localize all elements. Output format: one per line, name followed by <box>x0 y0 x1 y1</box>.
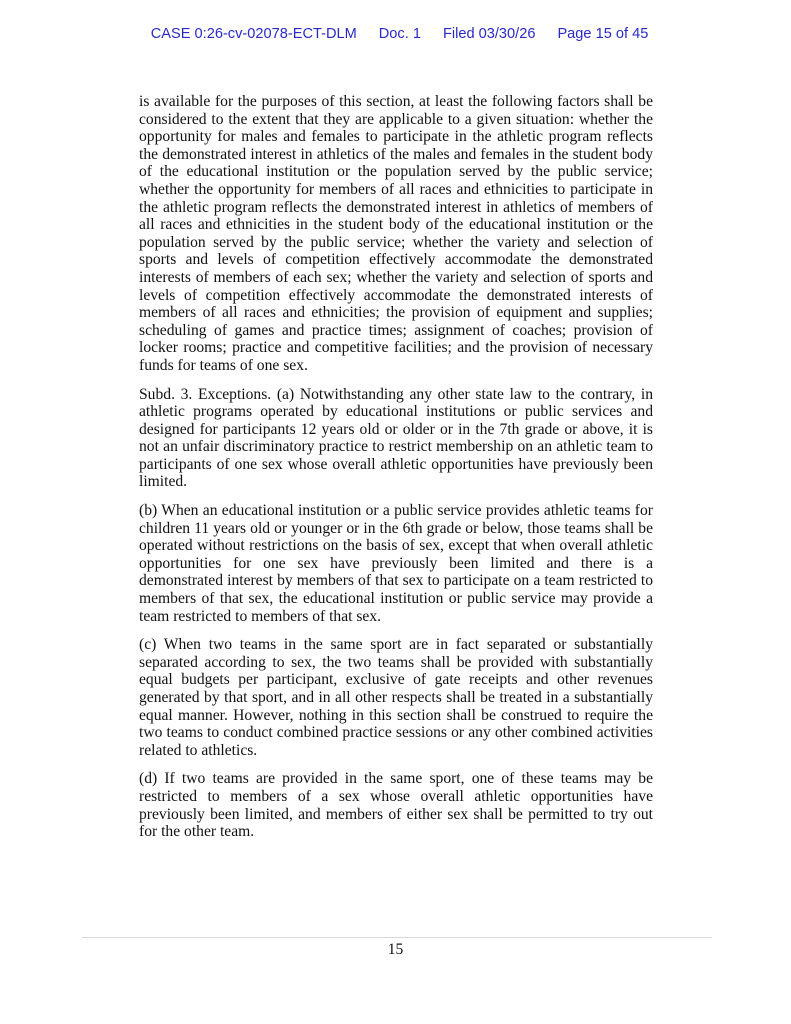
case-number: CASE 0:26-cv-02078-ECT-DLM <box>150 26 357 42</box>
paragraph-factors-continued: is available for the purposes of this section, at least the following factors shall be considered to the extent that they are applicable to a given situation: whether the opportunity for males and females to participate in the athletic program reflects the demonstrated interest in athletics of the males and females in the student body of the educational institution or the population served by the public service; whether the opportunity for members of all races and ethnicities to participate in the athletic program reflects the demonstrated interest in athletics of members of all races and ethnicities in the student body of the educational institution or the population served by the public service; whether the variety and selection of sports and levels of competition effectively accommodate the demonstrated interests of members of each sex; whether the variety and selection of sports and levels of competition effectively accommodate the demonstrated interests of members of all races and ethnicities; the provision of equipment and supplies; scheduling of games and practice times; assignment of coaches; provision of locker rooms; practice and competitive facilities; and the provision of necessary funds for teams of one sex. <box>139 93 653 374</box>
paragraph-b: (b) When an educational institution or a public service provides athletic teams for children 11 years old or younger or in the 6th grade or below, those teams shall be operated without restrictions on the basis of sex, except that when overall athletic opportunities for one sex have previously been limited and there is a demonstrated interest by members of that sex to participate on a team restricted to members of that sex, the educational institution or public service may provide a team restricted to members of that sex. <box>139 502 653 625</box>
case-header <box>0 10 791 42</box>
document-number: Doc. 1 <box>378 26 421 42</box>
filed-date: Filed 03/30/26 <box>442 26 536 42</box>
document-body <box>139 93 653 852</box>
footer-divider <box>82 937 712 938</box>
page-number: 15 <box>387 941 404 958</box>
page-info: Page 15 of 45 <box>557 26 649 42</box>
paragraph-d: (d) If two teams are provided in the same sport, one of these teams may be restricted to members of a sex whose overall athletic opportunities have previously been limited, and members of either sex shall be permitted to try out for the other team. <box>139 770 653 841</box>
paragraph-c: (c) When two teams in the same sport are in fact separated or substantially separated according to sex, the two teams shall be provided with substantially equal budgets per participant, exclusive of gate receipts and other revenues generated by that sport, and in all other respects shall be treated in a substantially equal manner. However, nothing in this section shall be construed to require the two teams to conduct combined practice sessions or any other combined activities related to athletics. <box>139 636 653 759</box>
paragraph-subd-3-exceptions-a: Subd. 3. Exceptions. (a) Notwithstanding any other state law to the contrary, in athletic programs operated by educational institutions or public services and designed for participants 12 years old or older or in the 7th grade or above, it is not an unfair discriminatory practice to restrict membership on an athletic team to participants of one sex whose overall athletic opportunities have previously been limited. <box>139 385 653 491</box>
